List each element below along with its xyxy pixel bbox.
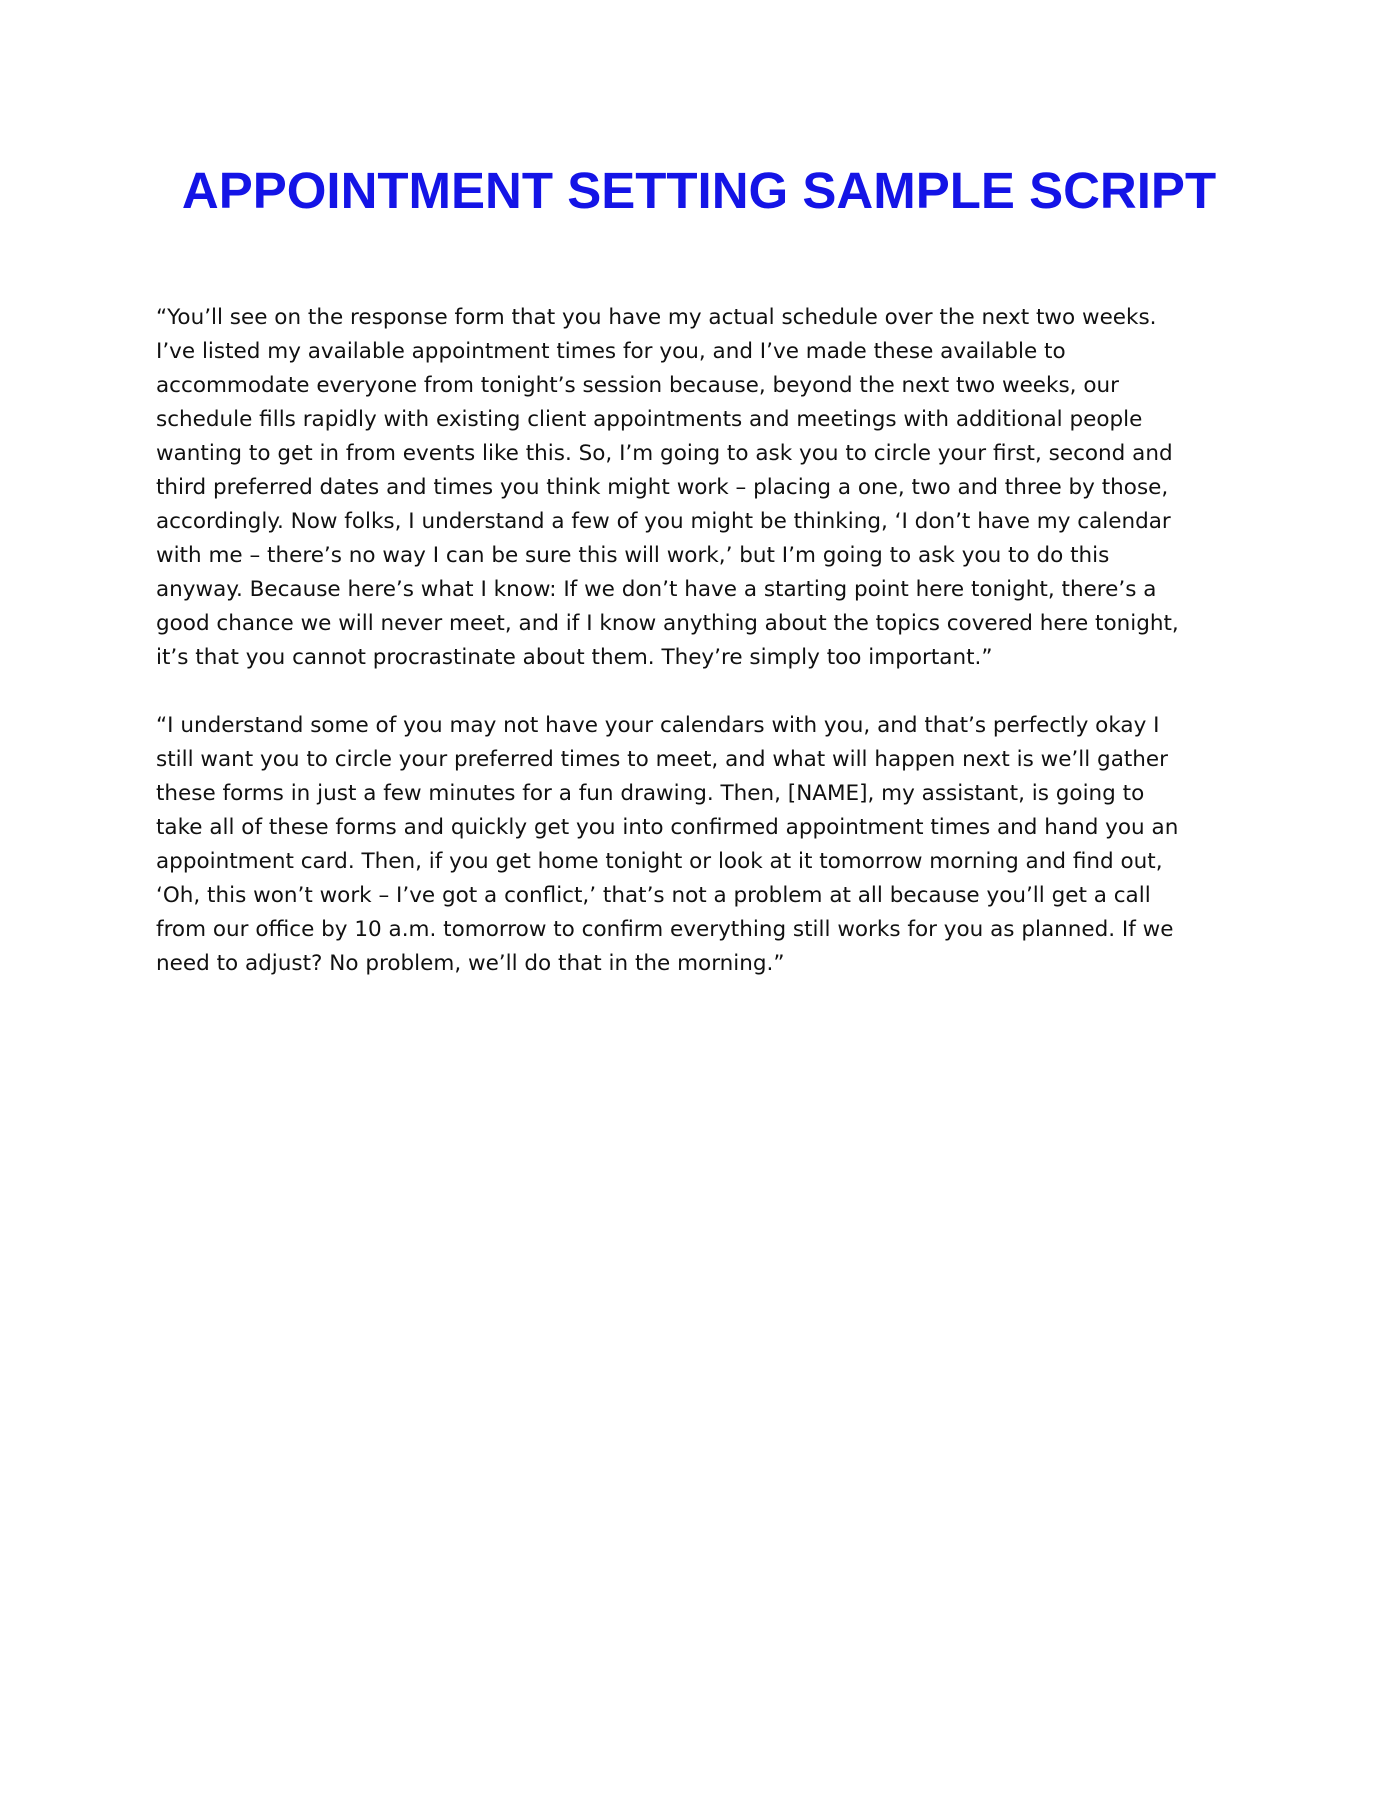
paragraph-line: anyway. Because here’s what I know: If we don’t have a starting point here tonight, there’s a <box>156 577 1157 602</box>
paragraph-line: I’ve listed my available appointment times for you, and I’ve made these available to <box>156 339 1066 364</box>
paragraph-line: good chance we will never meet, and if I know anything about the topics covered here tonight, <box>156 611 1179 636</box>
paragraph-line: “I understand some of you may not have your calendars with you, and that’s perfectly okay I <box>156 713 1160 738</box>
paragraph-2 <box>156 709 1242 981</box>
paragraph-line: appointment card. Then, if you get home tonight or look at it tomorrow morning and find out, <box>156 849 1163 874</box>
paragraph-1 <box>156 301 1242 675</box>
document-title: APPOINTMENT SETTING SAMPLE SCRIPT <box>181 162 1217 219</box>
paragraph-line: it’s that you cannot procrastinate about them. They’re simply too important.” <box>156 645 993 670</box>
paragraph-line: wanting to get in from events like this. So, I’m going to ask you to circle your first, second and <box>156 441 1173 466</box>
paragraph-line: these forms in just a few minutes for a fun drawing. Then, [NAME], my assistant, is going to <box>156 781 1145 806</box>
paragraph-line: third preferred dates and times you think might work – placing a one, two and three by those, <box>156 475 1169 500</box>
paragraph-line: still want you to circle your preferred times to meet, and what will happen next is we’ll gather <box>156 747 1168 772</box>
document-body <box>156 301 1242 1015</box>
paragraph-line: need to adjust? No problem, we’ll do that in the morning.” <box>156 951 785 976</box>
paragraph-line: “You’ll see on the response form that you have my actual schedule over the next two weeks. <box>156 305 1157 330</box>
paragraph-line: ‘Oh, this won’t work – I’ve got a conflict,’ that’s not a problem at all because you’ll get a call <box>156 883 1151 908</box>
paragraph-line: accommodate everyone from tonight’s session because, beyond the next two weeks, our <box>156 373 1119 398</box>
paragraph-line: accordingly. Now folks, I understand a few of you might be thinking, ‘I don’t have my calendar <box>156 509 1171 534</box>
paragraph-line: from our office by 10 a.m. tomorrow to confirm everything still works for you as planned. If we <box>156 917 1174 942</box>
paragraph-line: with me – there’s no way I can be sure this will work,’ but I’m going to ask you to do this <box>156 543 1110 568</box>
paragraph-line: take all of these forms and quickly get you into confirmed appointment times and hand you an <box>156 815 1179 840</box>
paragraph-line: schedule fills rapidly with existing client appointments and meetings with additional people <box>156 407 1143 432</box>
